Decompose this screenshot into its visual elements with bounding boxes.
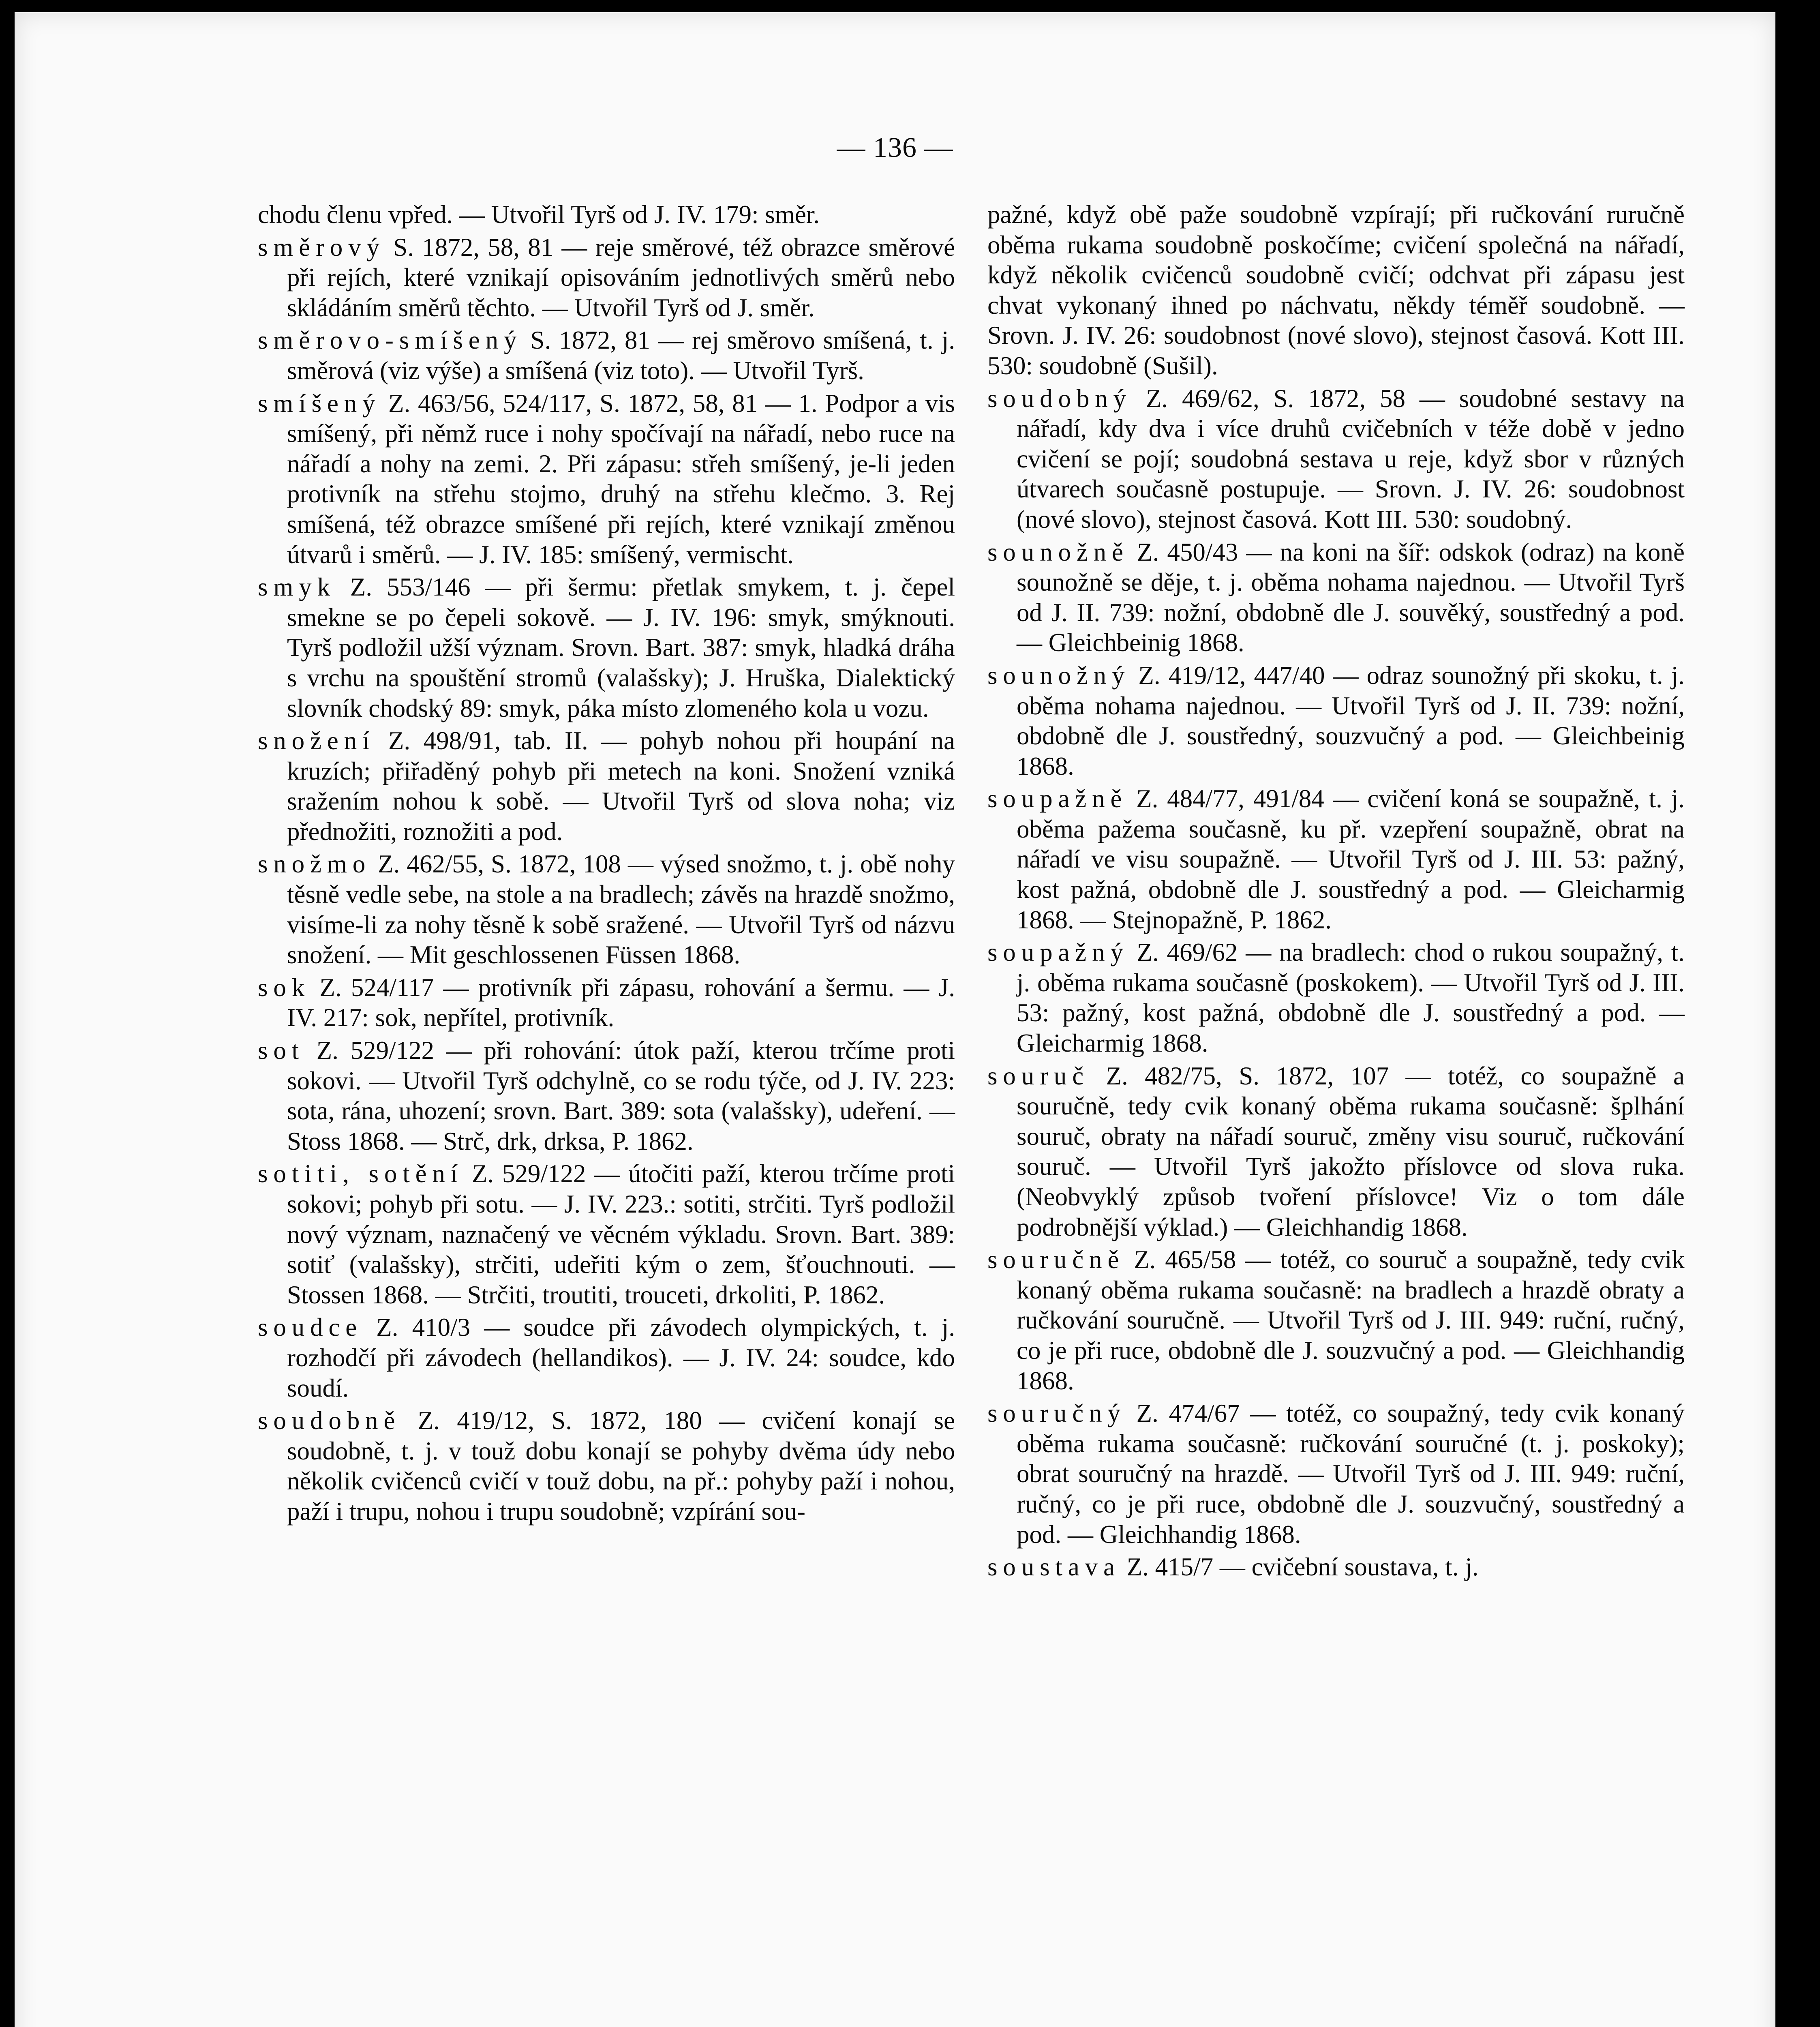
headword: smíšený	[258, 389, 381, 418]
headword: soudobný	[987, 384, 1132, 413]
dictionary-entry	[987, 1245, 1685, 1396]
dictionary-entry	[987, 1398, 1685, 1549]
headword: soupažný	[987, 938, 1129, 967]
page-number: — 136 —	[837, 132, 953, 163]
entry-text: Z. 524/117 — protivník při zápasu, rohování a šermu. — J. IV. 217: sok, nepřítel, protivník.	[287, 973, 955, 1032]
dictionary-entry	[258, 1312, 955, 1403]
left-column	[258, 199, 955, 1529]
dictionary-entry	[987, 1552, 1685, 1582]
dictionary-entry	[258, 726, 955, 846]
dictionary-entry	[987, 784, 1685, 935]
dictionary-entry	[987, 199, 1685, 381]
entry-text: chodu členu vpřed. — Utvořil Tyrš od J. IV. 179: směr.	[258, 200, 820, 229]
headword: souručně	[987, 1245, 1125, 1274]
headword: souruč	[987, 1061, 1090, 1090]
entry-text: Z. 415/7 — cvičební soustava, t. j.	[1120, 1553, 1479, 1581]
headword: sotiti, sotění	[258, 1159, 464, 1188]
dictionary-entry	[258, 1159, 955, 1310]
entry-text: Z. 469/62, S. 1872, 58 — soudobné sestavy na nářadí, kdy dva i více druhů cvičebních v téže době v jedno cvičení se pojí; soudobná sestava u reje, když sbor v různých útvarech současně postupuje. — Srovn. J. IV. 26: soudobnost (nové slovo), stejnost časová. Kott III. 530: soudobný.	[1017, 384, 1685, 534]
headword: snožení	[258, 726, 375, 755]
headword: soustava	[987, 1553, 1120, 1581]
scanned-page	[15, 12, 1775, 2027]
entry-text: Z. 474/67 — totéž, co soupažný, tedy cvik konaný oběma rukama současně: ručkování souručné (t. j. poskoky); obrat souručný na hrazdě. — Utvořil Tyrš od J. III. 949: ruční, ručný, co je při ruce, obdobně dle J. souzvučný, soustředný a pod. — Gleichhandig 1868.	[1017, 1399, 1685, 1549]
entry-text: Z. 462/55, S. 1872, 108 — výsed snožmo, t. j. obě nohy těsně vedle sebe, na stole a na bradlech; závěs na hrazdě snožmo, visíme-li za nohy těsně k sobě sražené. — Utvořil Tyrš od názvu snožení. — Mit geschlossenen Füssen 1868.	[287, 850, 955, 969]
right-column	[987, 199, 1685, 1585]
headword: směrový	[258, 233, 385, 261]
dictionary-entry	[987, 537, 1685, 658]
entry-text: Z. 465/58 — totéž, co souruč a soupažně, tedy cvik konaný oběma rukama současně: na bradlech a hrazdě obraty a ručkování souručně. — Utvořil Tyrš od J. III. 949: ruční, ručný, co je při ruce, obdobně dle J. souzvučný a pod. — Gleichhandig 1868.	[1017, 1245, 1685, 1395]
entry-text: Z. 529/122 — útočiti paží, kterou trčíme proti sokovi; pohyb při sotu. — J. IV. 223.: sotiti, strčiti. Tyrš podložil nový význam, naznačený ve věcném výkladu. Srovn. Bart. 389: sotiť (valašsky), strčiti, udeřiti kým o zem, šťouchnouti. — Stossen 1868. — Strčiti, troutiti, trouceti, drkoliti, P. 1862.	[287, 1159, 955, 1309]
entry-text: Z. 482/75, S. 1872, 107 — totéž, co soupažně a souručně, tedy cvik konaný oběma rukama současně: šplhání souruč, obraty na nářadí souruč, změny visu souruč, ručkování souruč. — Utvořil Tyrš jakožto příslovce od slova ruka. (Neobvyklý způsob tvoření příslovce! Viz o tom dále podrobnější výklad.) — Gleichhandig 1868.	[1017, 1061, 1685, 1241]
headword: sot	[258, 1036, 305, 1065]
headword: sounožný	[987, 661, 1131, 690]
dictionary-entry	[258, 849, 955, 970]
entry-text: Z. 419/12, S. 1872, 180 — cvičení konají se soudobně, t. j. v touž dobu konají se pohyby dvěma údy nebo několik cvičenců cvičí v touž dobu, na př.: pohyby paží i nohou, paží i trupu, nohou i trupu soudobně; vzpírání sou-	[287, 1406, 955, 1526]
dictionary-entry	[258, 1035, 955, 1156]
headword: soudobně	[258, 1406, 401, 1435]
dictionary-entry	[258, 973, 955, 1033]
headword: sok	[258, 973, 310, 1002]
dictionary-entry	[987, 384, 1685, 535]
dictionary-entry	[258, 388, 955, 570]
entry-text: pažné, když obě paže soudobně vzpírají; při ručkování ruručně oběma rukama soudobně poskočíme; cvičení společná na nářadí, když několik cvičenců soudobně cvičí; odchvat při zápasu jest chvat vykonaný ihned po náchvatu, někdy téměř soudobně. — Srovn. J. IV. 26: soudobnost (nové slovo), stejnost časová. Kott III. 530: soudobně (Sušil).	[987, 200, 1685, 380]
headword: soudce	[258, 1313, 363, 1342]
entry-text: Z. 469/62 — na bradlech: chod o rukou soupažný, t. j. oběma rukama současně (poskokem). — Utvořil Tyrš od J. III. 53: pažný, kost pažná, obdobně dle J. soustředný a pod. — Gleicharmig 1868.	[1017, 938, 1685, 1058]
dictionary-entry	[987, 660, 1685, 781]
headword: souručný	[987, 1399, 1126, 1428]
entry-text: Z. 463/56, 524/117, S. 1872, 58, 81 — 1. Podpor a vis smíšený, při němž ruce i nohy spočívají na nářadí, nebo ruce na nářadí a nohy na zemi. 2. Při zápasu: střeh smíšený, je-li jeden protivník na střehu stojmo, druhý na střehu klečmo. 3. Rej smíšená, též obrazce smíšené při rejích, které vznikají změnou útvarů i směrů. — J. IV. 185: smíšený, vermischt.	[287, 389, 955, 569]
entry-text: Z. 419/12, 447/40 — odraz sounožný při skoku, t. j. oběma nohama najednou. — Utvořil Tyrš od J. II. 739: nožní, obdobně dle J. soustředný, souzvučný a pod. — Gleichbeinig 1868.	[1017, 661, 1685, 780]
dictionary-entry	[987, 1061, 1685, 1243]
headword: soupažně	[987, 784, 1128, 813]
dictionary-entry	[987, 937, 1685, 1058]
headword: snožmo	[258, 850, 371, 879]
entry-text: Z. 450/43 — na koni na šíř: odskok (odraz) na koně sounožně se děje, t. j. oběma nohama najednou. — Utvořil Tyrš od J. II. 739: nožní, obdobně dle J. souvěký, soustředný a pod. — Gleichbeinig 1868.	[1017, 538, 1685, 657]
entry-text: Z. 498/91, tab. II. — pohyb nohou při houpání na kruzích; přiřaděný pohyb při metech na koni. Snožení vzniká sražením nohou k sobě. — Utvořil Tyrš od slova noha; viz přednožiti, roznožiti a pod.	[287, 726, 955, 846]
entry-text: S. 1872, 58, 81 — reje směrové, též obrazce směrové při rejích, které vznikají opisováním jednotlivých směrů nebo skládáním směrů těchto. — Utvořil Tyrš od J. směr.	[287, 233, 955, 322]
entry-text: Z. 553/146 — při šermu: přetlak smykem, t. j. čepel smekne se po čepeli sokově. — J. IV. 196: smyk, smýknouti. Tyrš podložil užší význam. Srovn. Bart. 387: smyk, hladká dráha s vrchu na spouštění stromů (valašsky); J. Hruška, Dialektický slovník chodský 89: smyk, páka místo zlomeného kola u vozu.	[287, 573, 955, 722]
entry-text: Z. 410/3 — soudce při závodech olympických, t. j. rozhodčí při závodech (hellandikos). — J. IV. 24: soudce, kdo soudí.	[287, 1313, 955, 1402]
dictionary-entry	[258, 572, 955, 723]
entry-text: S. 1872, 81 — rej směrovo smíšená, t. j. směrová (viz výše) a smíšená (viz toto). — Utvořil Tyrš.	[287, 326, 955, 385]
dictionary-entry	[258, 1406, 955, 1526]
headword: sounožně	[987, 538, 1129, 566]
dictionary-entry	[258, 325, 955, 386]
entry-text: Z. 484/77, 491/84 — cvičení koná se soupažně, t. j. oběma pažema současně, ku př. vzepření soupažně, obrat na nářadí ve visu soupažně. — Utvořil Tyrš od J. III. 53: pažný, kost pažná, obdobně dle J. soustředný a pod. — Gleicharmig 1868. — Stejnopažně, P. 1862.	[1017, 784, 1685, 934]
entry-text: Z. 529/122 — při rohování: útok paží, kterou trčíme proti sokovi. — Utvořil Tyrš odchylně, co se rodu týče, od J. IV. 223: sota, rána, uhození; srovn. Bart. 389: sota (valašsky), udeření. — Stoss 1868. — Strč, drk, drksa, P. 1862.	[287, 1036, 955, 1155]
headword: smyk	[258, 573, 336, 602]
headword: směrovo-smíšený	[258, 326, 522, 355]
dictionary-entry	[258, 199, 955, 230]
dictionary-entry	[258, 232, 955, 323]
